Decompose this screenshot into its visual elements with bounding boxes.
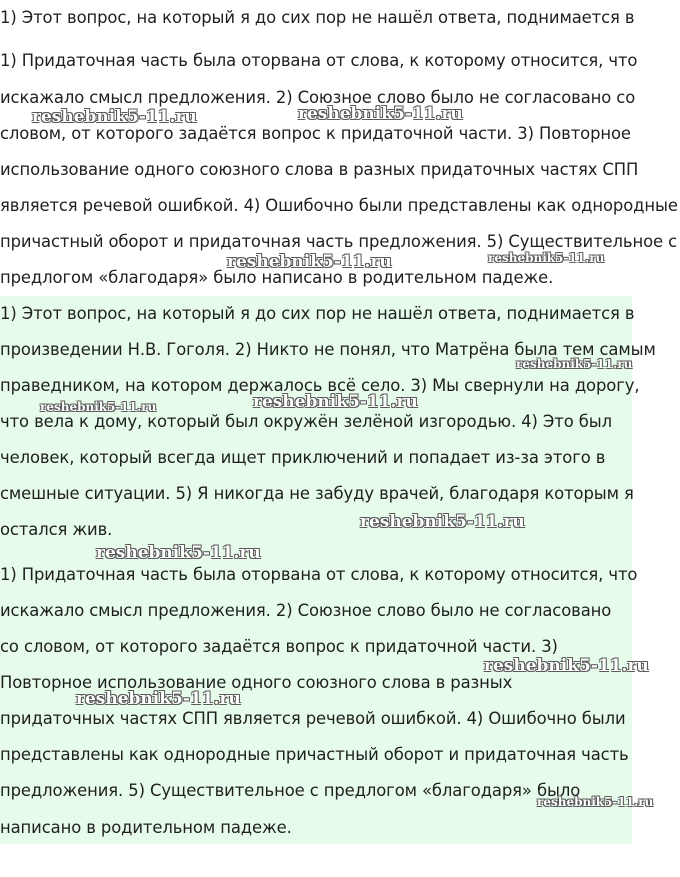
block3-line-2: искажало смысл предложения. 2) Союзное слово было не согласовано xyxy=(0,601,612,620)
watermark: reshebnik5-11.ru xyxy=(253,392,418,412)
block2-line-6: смешные ситуации. 5) Я никогда не забуду врачей, благодаря которым я xyxy=(0,484,634,503)
block3-line-5: придаточных частях СПП является речевой ошибкой. 4) Ошибочно были xyxy=(0,709,626,728)
intro-line: 1) Этот вопрос, на который я до сих пор не нашёл ответа, поднимается в xyxy=(0,8,635,27)
watermark: reshebnik5-11.ru xyxy=(488,251,605,265)
watermark: reshebnik5-11.ru xyxy=(32,107,197,127)
block3-line-8: написано в родительном падеже. xyxy=(0,818,292,837)
block3-line-7: предложения. 5) Существительное с предлогом «благодаря» было xyxy=(0,781,581,800)
block1-line-1: 1) Придаточная часть была оторвана от слова, к которому относится, что xyxy=(0,51,638,70)
block3-line-6: представлены как однородные причастный оборот и придаточная часть xyxy=(0,745,629,764)
watermark: reshebnik5-11.ru xyxy=(96,543,261,563)
watermark: reshebnik5-11.ru xyxy=(227,252,392,272)
watermark: reshebnik5-11.ru xyxy=(298,104,463,124)
block3-line-1: 1) Придаточная часть была оторвана от слова, к которому относится, что xyxy=(0,565,638,584)
block1-line-5: является речевой ошибкой. 4) Ошибочно были представлены как однородные xyxy=(0,196,678,215)
block2-line-4: что вела к дому, который был окружён зелёной изгородью. 4) Это был xyxy=(0,412,612,431)
block2-line-1: 1) Этот вопрос, на который я до сих пор не нашёл ответа, поднимается в xyxy=(0,304,635,323)
watermark: reshebnik5-11.ru xyxy=(484,656,649,676)
watermark: reshebnik5-11.ru xyxy=(360,512,525,532)
watermark: reshebnik5-11.ru xyxy=(516,357,633,371)
block2-line-5: человек, который всегда ищет приключений и попадает из-за этого в xyxy=(0,448,606,467)
block3-line-3: со словом, от которого задаётся вопрос к придаточной части. 3) xyxy=(0,637,558,656)
block1-line-6: причастный оборот и придаточная часть предложения. 5) Существительное с xyxy=(0,232,678,251)
block1-line-3: словом, от которого задаётся вопрос к придаточной части. 3) Повторное xyxy=(0,124,631,143)
block2-line-7: остался жив. xyxy=(0,520,113,539)
block2-line-2: произведении Н.В. Гоголя. 2) Никто не понял, что Матрёна была тем самым xyxy=(0,340,656,359)
watermark: reshebnik5-11.ru xyxy=(40,400,157,414)
watermark: reshebnik5-11.ru xyxy=(76,689,241,709)
block3-line-4: Повторное использование одного союзного слова в разных xyxy=(0,673,513,692)
watermark: reshebnik5-11.ru xyxy=(537,795,654,809)
block1-line-4: использование одного союзного слова в разных придаточных частях СПП xyxy=(0,160,639,179)
block1-line-2: искажало смысл предложения. 2) Союзное слово было не согласовано со xyxy=(0,88,636,107)
block2-line-3: праведником, на котором держалось всё село. 3) Мы свернули на дорогу, xyxy=(0,376,640,395)
block1-line-7: предлогом «благодаря» было написано в родительном падеже. xyxy=(0,268,554,287)
